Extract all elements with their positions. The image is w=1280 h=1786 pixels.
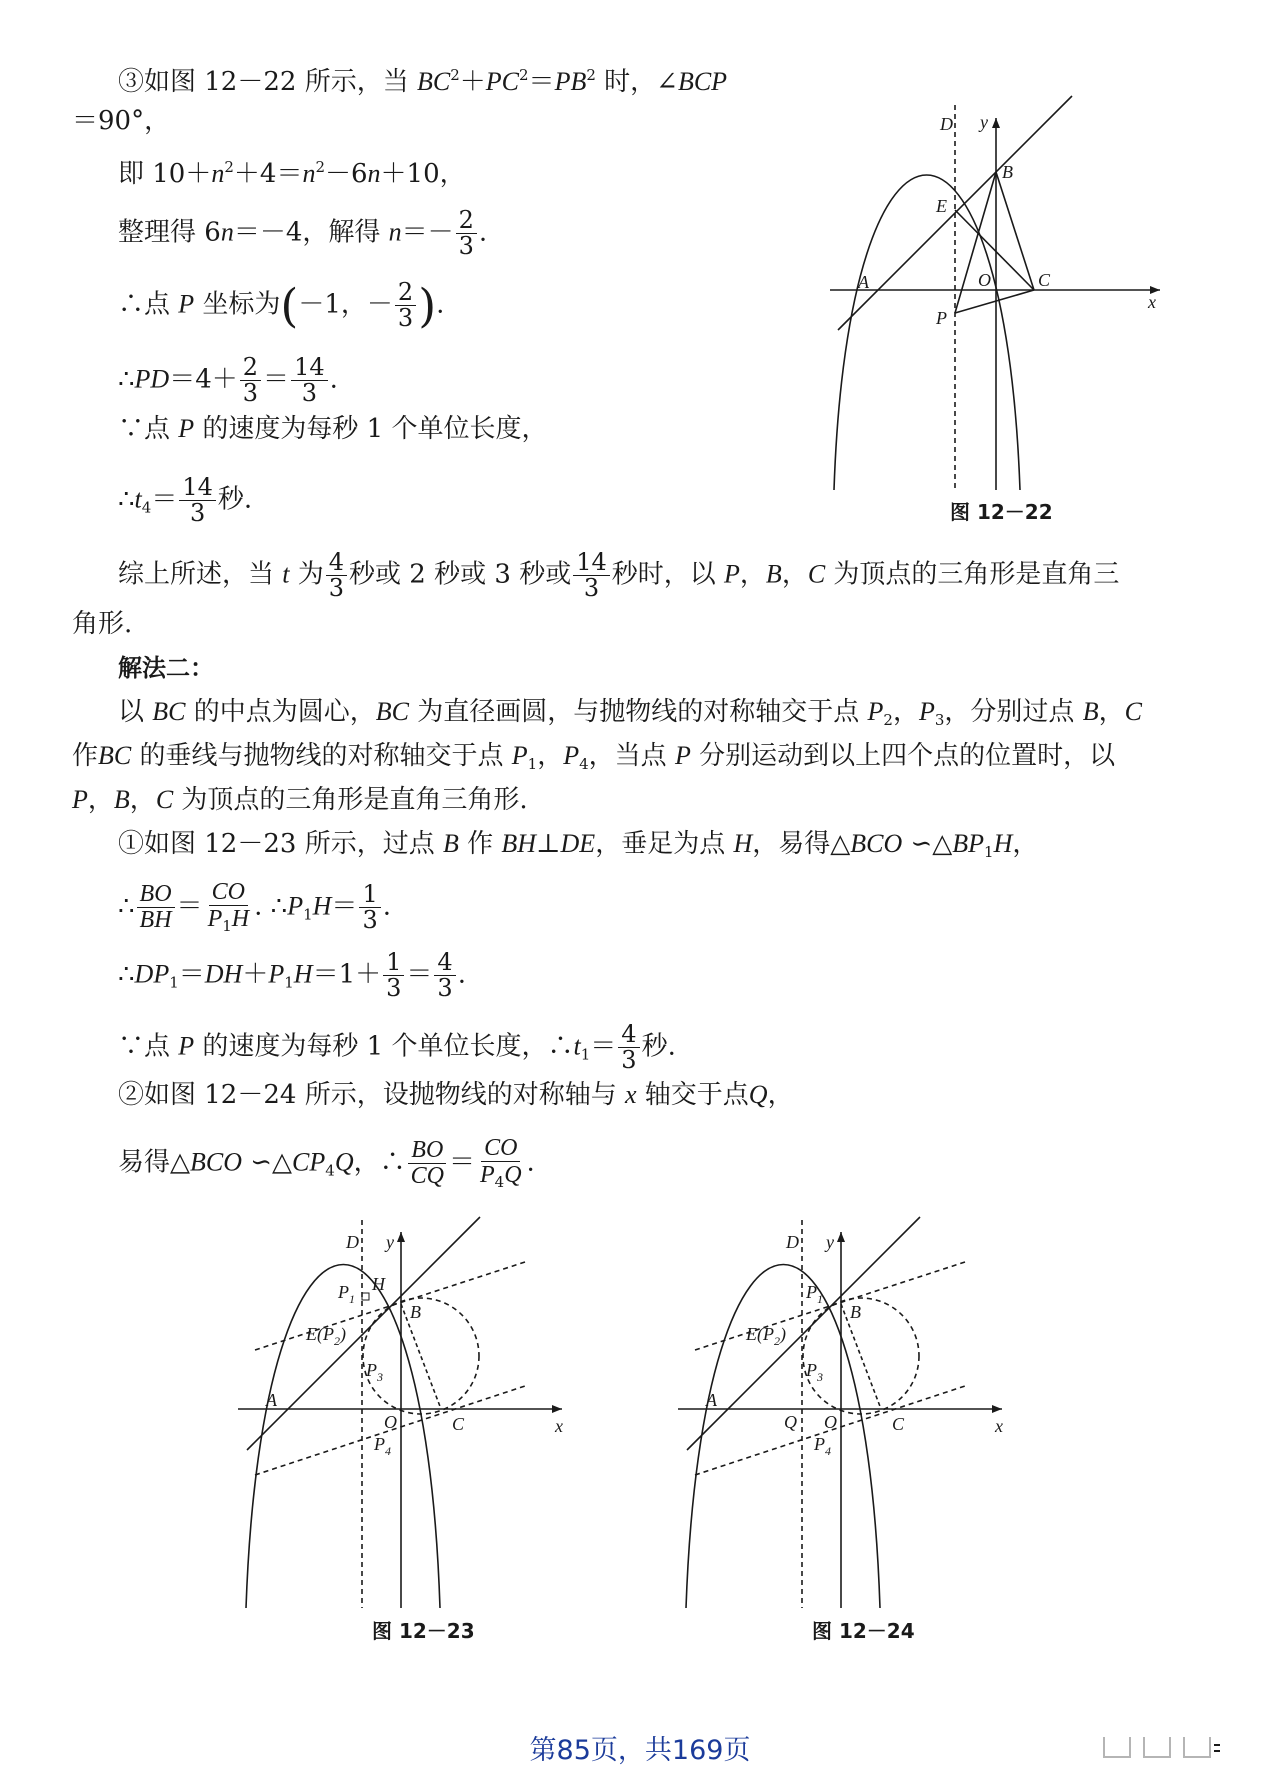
math-var: P (72, 785, 88, 814)
page-footer (0, 1728, 1280, 1767)
text: 秒或 2 秒或 3 秒或 (349, 559, 572, 590)
fraction (477, 1136, 525, 1191)
text: ，当点 (588, 741, 675, 771)
text: 解法二： (118, 654, 214, 682)
subscript: 1 (527, 755, 538, 773)
text: ＋ (459, 67, 486, 97)
text: ， (87, 785, 114, 815)
math-var: P (268, 959, 285, 989)
x-axis-arrow (992, 1405, 1002, 1413)
math-var: B (113, 785, 130, 814)
numerator: CO (209, 880, 248, 906)
fraction (326, 550, 347, 601)
text: ⊥ (536, 829, 561, 859)
label-e-p2: $E(P_2)$ (746, 1324, 786, 1348)
fraction (395, 280, 416, 331)
superscript: 2 (224, 158, 234, 176)
math-var: n (211, 159, 225, 188)
text: ∵点 (118, 1031, 179, 1062)
text: ＋4＝ (233, 159, 303, 189)
text: －6 (325, 159, 368, 189)
text: ， (767, 1080, 794, 1110)
text: 角形. (72, 609, 133, 639)
label-a: A (706, 1390, 717, 1410)
text: ，垂足为点 (595, 829, 734, 859)
math-var: Q (334, 1147, 354, 1177)
segment-bc (996, 172, 1034, 290)
numerator: 1 (359, 882, 380, 908)
math-var: CP (292, 1147, 326, 1177)
fraction (240, 355, 261, 406)
denominator: 3 (621, 1046, 637, 1075)
label-o: O (384, 1412, 397, 1432)
numerator: 14 (573, 550, 610, 576)
paren: ) (418, 278, 437, 333)
math-var: P (867, 697, 884, 726)
math-var: DE (560, 829, 596, 858)
text: ＝1＋ (312, 959, 382, 990)
fraction (408, 1138, 447, 1189)
label-b: B (850, 1302, 861, 1322)
label-d: D (940, 114, 953, 134)
text: ，分别过点 (944, 697, 1083, 727)
label-p1: $P_1$ (338, 1282, 355, 1306)
label-p4: $P_4$ (374, 1434, 391, 1458)
label-d: D (786, 1232, 799, 1252)
numerator: 4 (618, 1022, 639, 1048)
label-c: C (892, 1414, 905, 1434)
figure-caption: 图 12－22 (950, 500, 1053, 524)
denominator: 3 (437, 974, 453, 1003)
fraction (456, 208, 477, 259)
text-line (118, 880, 391, 935)
denominator (205, 906, 253, 935)
label-b: B (1002, 162, 1013, 182)
subscript: 1 (580, 1045, 591, 1064)
text: ＝ (448, 1147, 475, 1178)
math-var: P (918, 697, 935, 726)
math-var: BCP (677, 67, 728, 96)
text: . (382, 891, 391, 922)
text: ＋10， (380, 159, 466, 189)
subscript: 1 (222, 917, 232, 936)
text: ∽△ (902, 829, 953, 859)
label-c: C (1038, 270, 1051, 290)
text: ＝ (528, 67, 555, 97)
paren: ( (280, 278, 299, 333)
numerator: CO (481, 1136, 520, 1162)
text: ＝ (263, 364, 290, 395)
text: 轴交于点 (636, 1080, 749, 1110)
circle-bc (803, 1298, 919, 1414)
numerator: 2 (240, 355, 261, 381)
y-axis-arrow (837, 1232, 845, 1242)
superscript: 2 (450, 66, 460, 84)
figure-12-23 (232, 1210, 572, 1615)
text: 易得△ (118, 1147, 190, 1178)
numerator: BO (137, 882, 175, 908)
parabola-curve (834, 175, 1020, 490)
text: . (436, 289, 445, 320)
y-axis-arrow (397, 1232, 405, 1242)
denominator: 3 (301, 379, 317, 408)
text: 秒. (217, 484, 253, 515)
numerator: BO (408, 1138, 446, 1164)
math-var: t (573, 1031, 581, 1061)
text: . (478, 217, 488, 248)
math-var: H (993, 829, 1013, 858)
text-line (72, 783, 528, 817)
numerator: 2 (456, 208, 477, 234)
text: 时，∠ (595, 67, 678, 97)
text: －1，－ (298, 289, 393, 320)
fraction (205, 880, 253, 935)
fraction (179, 475, 216, 526)
text: 综上所述，当 (118, 559, 283, 590)
segment-pc (955, 290, 1034, 313)
text-line (118, 1136, 535, 1191)
section-heading (118, 651, 214, 685)
label-x: x (1148, 292, 1156, 312)
circle-bc (363, 1298, 479, 1414)
label-x: x (555, 1416, 563, 1436)
text: ＝4＋ (169, 364, 238, 395)
text: ＝ (406, 959, 433, 990)
text-line (118, 1022, 676, 1073)
math-var: DP (134, 959, 170, 989)
text: ＝90°， (72, 106, 171, 136)
text: ， (892, 697, 919, 727)
denominator: 3 (458, 232, 474, 261)
math-var: BH (501, 829, 537, 858)
page-nav-icon[interactable] (1100, 1733, 1220, 1761)
label-p3: $P_3$ (366, 1360, 383, 1384)
math-var: Q (504, 1162, 522, 1189)
text: ＝ (151, 484, 178, 515)
text: ， (129, 785, 156, 815)
math-var: PB (554, 67, 587, 96)
text: . ∴ (254, 891, 288, 922)
text: ， (1098, 697, 1125, 727)
text: ＝ (331, 891, 358, 922)
text: 为顶点的三角形是直角三角形. (173, 785, 528, 815)
math-var: n (367, 159, 381, 188)
math-var: P (287, 891, 304, 921)
label-p3: $P_3$ (806, 1360, 823, 1384)
numerator: 1 (383, 950, 404, 976)
line-ab (687, 1217, 920, 1450)
text: . (329, 364, 338, 395)
math-var: B (1082, 697, 1099, 726)
math-var: P (674, 741, 691, 770)
denominator: BH (139, 906, 172, 933)
text-line (118, 550, 1119, 601)
math-var: BC (152, 697, 186, 726)
subscript: 1 (169, 973, 179, 992)
text: ，易得△ (752, 829, 851, 859)
text: 的速度为每秒 1 个单位长度，∴ (194, 1031, 574, 1062)
denominator (477, 1162, 525, 1191)
math-var: B (765, 559, 782, 589)
text: 秒. (641, 1031, 676, 1062)
math-var: t (282, 559, 290, 589)
math-var: P (511, 741, 528, 770)
text: ， (537, 741, 564, 771)
math-var: BCO (190, 1147, 242, 1177)
math-var: PD (134, 364, 170, 394)
math-var: BC (416, 67, 451, 96)
math-var: C (155, 785, 174, 814)
text: ＝ (178, 959, 205, 990)
text-line (118, 950, 466, 1001)
label-q: Q (784, 1412, 797, 1432)
math-var: P (207, 906, 223, 933)
right-angle-mark (362, 1293, 369, 1300)
text: ②如图 12－24 所示，设抛物线的对称轴与 (118, 1080, 625, 1110)
label-a: A (266, 1390, 277, 1410)
label-o: O (824, 1412, 837, 1432)
label-e-p2: $E(P_2)$ (306, 1324, 346, 1348)
denominator: 3 (328, 574, 345, 603)
numerator: 4 (326, 550, 347, 576)
text: ， (1012, 829, 1039, 859)
text: ①如图 12－23 所示，过点 (118, 829, 443, 859)
label-y: y (386, 1232, 394, 1252)
text: 秒时，以 (611, 559, 725, 590)
subscript: 4 (325, 1161, 335, 1180)
subscript: 4 (141, 498, 152, 517)
text: . (526, 1147, 535, 1178)
text: 作 (72, 741, 99, 771)
superscript: 2 (519, 66, 529, 84)
label-e: E (936, 196, 947, 216)
math-var: BC (98, 741, 132, 770)
label-p: P (936, 308, 947, 328)
text: 分别运动到以上四个点的位置时，以 (690, 741, 1116, 771)
math-var: H (733, 829, 753, 858)
label-c: C (452, 1414, 465, 1434)
text-line (118, 412, 548, 446)
label-x: x (995, 1416, 1003, 1436)
denominator: 3 (386, 974, 402, 1003)
text-line (118, 208, 487, 259)
math-var: H (293, 959, 313, 989)
math-var: n (302, 159, 316, 188)
math-var: Q (748, 1080, 768, 1109)
subscript: 2 (883, 711, 893, 729)
denominator: 3 (189, 499, 206, 528)
denominator: 3 (583, 574, 600, 603)
text-line (118, 150, 466, 191)
fraction (137, 882, 175, 933)
figure-12-24 (672, 1210, 1012, 1615)
text-line (118, 355, 338, 406)
denominator: CQ (410, 1162, 444, 1189)
denominator: 3 (362, 905, 378, 934)
fraction (359, 879, 380, 934)
superscript: 2 (315, 158, 325, 176)
text: 即 10＋ (118, 159, 212, 189)
fraction (434, 950, 455, 1001)
text: 的垂线与抛物线的对称轴交于点 (131, 741, 512, 771)
numerator: 4 (434, 950, 455, 976)
text: 以 (118, 697, 153, 727)
text-line (118, 280, 444, 331)
fraction (618, 1022, 639, 1073)
y-axis-arrow (992, 118, 1000, 128)
text: 为直径画圆，与抛物线的对称轴交于点 (409, 697, 868, 727)
label-y: y (980, 112, 988, 132)
math-var: BCO (850, 829, 903, 858)
numerator: 14 (291, 355, 328, 381)
label-b: B (410, 1302, 421, 1322)
subscript: 1 (303, 905, 313, 924)
figure-caption: 图 12－23 (372, 1619, 475, 1643)
label-d: D (346, 1232, 359, 1252)
text: ∴ (118, 891, 135, 922)
math-var: P (178, 289, 195, 319)
label-o: O (978, 270, 991, 290)
math-var: P (724, 559, 740, 589)
text-line (118, 695, 1142, 737)
figure-caption: 图 12－24 (812, 1619, 915, 1643)
math-var: C (1124, 697, 1142, 726)
numerator: 14 (179, 475, 216, 501)
text: 作 (458, 829, 502, 859)
label-p4: $P_4$ (814, 1434, 831, 1458)
text: ＋ (242, 959, 269, 990)
math-var: C (807, 559, 826, 589)
text: ∴ (118, 364, 135, 395)
text-line (118, 475, 252, 526)
math-var: B (442, 829, 459, 858)
math-var: BC (375, 697, 409, 726)
label-p1: $P_1$ (806, 1282, 823, 1306)
text: ∴ (118, 484, 135, 515)
text: 的中点为圆心， (185, 697, 376, 727)
subscript: 4 (579, 755, 589, 773)
text: 为顶点的三角形是直角三 (825, 559, 1120, 590)
text: ∽△ (242, 1147, 293, 1178)
text: . (457, 959, 466, 990)
label-y: y (826, 1232, 834, 1252)
text-line (118, 827, 1038, 869)
text: ， (739, 559, 766, 590)
page-indicator: 第85页，共169页 (529, 1735, 751, 1766)
subscript: 3 (934, 711, 945, 729)
text: ∴ (118, 959, 135, 990)
text: ＝－4，解得 (233, 217, 389, 248)
subscript: 1 (284, 973, 294, 992)
math-var: BP (952, 829, 985, 858)
math-var: P (178, 414, 195, 443)
math-var: n (220, 217, 234, 247)
fraction (291, 355, 328, 406)
figure-12-22 (830, 90, 1170, 500)
math-var: H (312, 891, 332, 921)
fraction (383, 950, 404, 1001)
subscript: 4 (494, 1173, 505, 1192)
text-line (118, 1078, 794, 1112)
text-line (72, 739, 1115, 781)
math-var: x (624, 1080, 637, 1109)
text: 的速度为每秒 1 个单位长度， (194, 414, 548, 444)
text: 为 (289, 559, 324, 590)
text: 坐标为 (194, 289, 281, 320)
line-ab (247, 1217, 480, 1450)
denominator: 3 (242, 379, 259, 408)
text-line (118, 58, 727, 99)
math-var: DH (204, 959, 243, 989)
text: ＝ (590, 1031, 617, 1062)
text: 整理得 6 (118, 217, 221, 248)
math-var: H (231, 906, 250, 933)
subscript: 1 (984, 843, 994, 861)
x-axis-arrow (552, 1405, 562, 1413)
label-a: A (858, 272, 869, 292)
text: ∴点 (118, 289, 179, 320)
text-line (72, 104, 170, 138)
text: ③如图 12－22 所示，当 (118, 67, 417, 97)
text: ＝－ (401, 217, 454, 248)
label-h: H (372, 1274, 385, 1294)
math-var: P (563, 741, 580, 770)
text: ， (781, 559, 808, 590)
math-var: P (479, 1162, 495, 1189)
superscript: 2 (586, 66, 596, 84)
math-var: n (388, 217, 402, 247)
denominator: 3 (397, 304, 414, 333)
text-line (72, 607, 132, 641)
math-var: t (134, 484, 142, 514)
math-var: PC (485, 67, 519, 96)
text: ，∴ (353, 1147, 406, 1178)
fraction (573, 550, 610, 601)
math-var: P (178, 1031, 195, 1061)
text: ∵点 (118, 414, 179, 444)
numerator: 2 (395, 280, 416, 306)
text: ＝ (176, 891, 203, 922)
